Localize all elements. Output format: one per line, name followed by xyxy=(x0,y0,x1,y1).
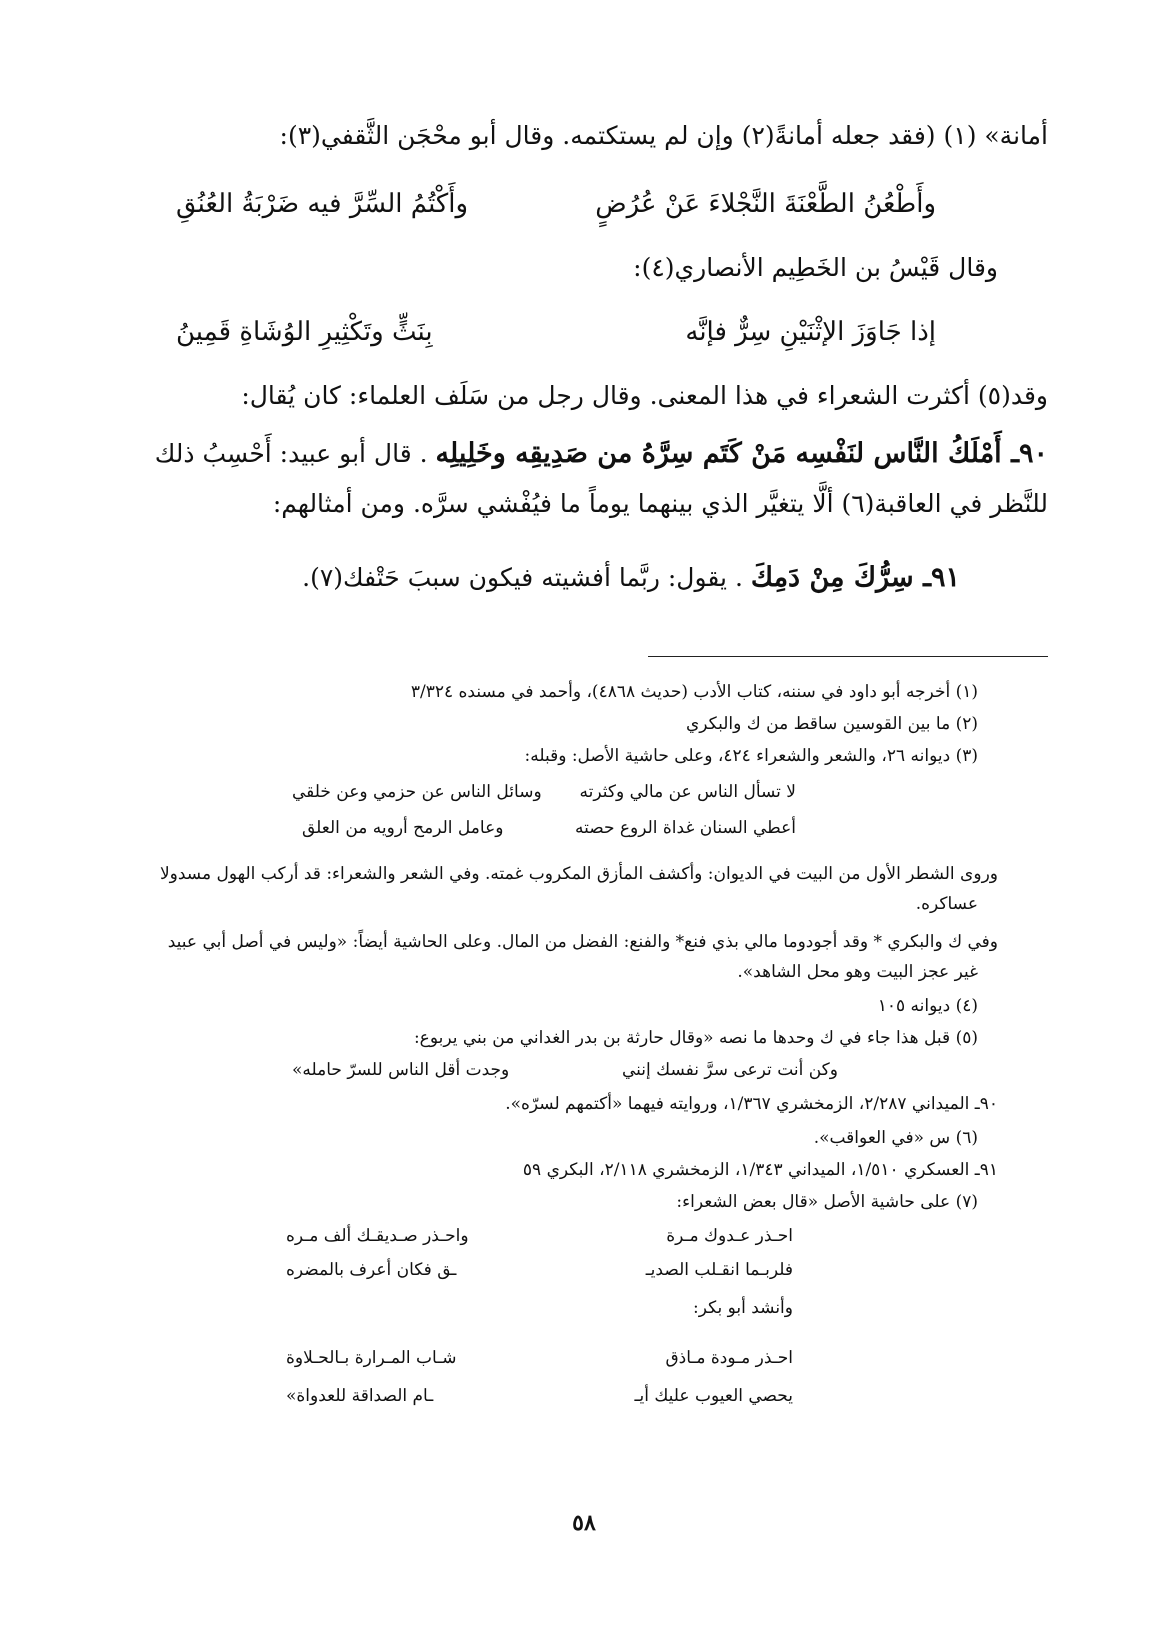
proverb-90-line xyxy=(100,436,1048,472)
footnote-1: (١) أخرجه أبو داود في سننه، كتاب الأدب (حديث ٤٨٦٨)، وأحمد في مسنده ٣/٣٢٤ xyxy=(410,682,978,702)
footnote-3-verse-1-right: لا تسأل الناس عن مالي وكثرته xyxy=(579,782,796,802)
proverb-90-commentary: . قال أبو عبيد: أَحْسِبُ ذلك xyxy=(154,439,428,468)
footnote-7-verse-4-right: يحصي العيوب عليك أيـ xyxy=(634,1386,793,1406)
proverb-91-commentary: . يقول: ربَّما أفشيته فيكون سببَ حَتْفك(٧). xyxy=(302,563,743,592)
footnote-7-note: وأنشد أبو بكر: xyxy=(692,1298,793,1318)
proverb-91-line xyxy=(100,560,960,596)
footnote-7-verse-4-left: ـام الصداقة للعدواة» xyxy=(286,1386,434,1406)
footnote-3-verse-2-right: أعطي السنان غداة الروع حصته xyxy=(574,818,796,838)
verse-1-second-hemistich: وأَكْتُمُ السِّرَّ فيه ضَرْبَةُ العُنُقِ xyxy=(176,189,469,219)
footnote-7-verse-1-right: احـذر عـدوك مـرة xyxy=(666,1226,793,1246)
footnote-5-verse-left: وجدت أقل الناس للسرّ حامله» xyxy=(292,1060,510,1080)
footnote-7-verse-3-right: احـذر مـودة مـاذق xyxy=(665,1348,793,1368)
verse-1-first-hemistich: وأَطْعُنُ الطَّعْنَةَ النَّجْلاءَ عَنْ عُرُضٍ xyxy=(595,189,936,219)
footnote-3-note-1: وروى الشطر الأول من البيت في الديوان: وأكشف المأزق المكروب غمته. وفي الشعر والشعراء: قد أركب الهول مسدولا xyxy=(159,864,998,884)
footnote-2: (٢) ما بين القوسين ساقط من ك والبكري xyxy=(686,714,978,734)
text-line-2: وقال قَيْسُ بن الخَطِيم الأنصاري(٤): xyxy=(633,253,998,282)
footnote-5: (٥) قبل هذا جاء في ك وحدها ما نصه «وقال حارثة بن بدر الغداني من بني يربوع: xyxy=(413,1028,978,1048)
footnote-7: (٧) على حاشية الأصل «قال بعض الشعراء: xyxy=(676,1192,978,1212)
footnote-separator xyxy=(648,656,1048,657)
proverb-91: ٩١ـ سِرُّكَ مِنْ دَمِكَ xyxy=(750,562,960,593)
footnote-7-verse-3-left: شـاب المـرارة بـالحـلاوة xyxy=(286,1348,457,1368)
verse-2-second-hemistich: بِنَثٍّ وتَكْثِيرِ الوُشَاةِ قَمِينُ xyxy=(176,317,433,347)
footnote-6: (٦) س «في العواقب». xyxy=(813,1128,978,1148)
text-line-1: أمانة» (١) (فقد جعله أمانةً(٢) وإن لم يستكتمه. وقال أبو محْجَن الثَّقفي(٣): xyxy=(279,121,1048,150)
text-line-3: وقد(٥) أكثرت الشعراء في هذا المعنى. وقال رجل من سَلَف العلماء: كان يُقال: xyxy=(241,381,1048,410)
footnote-3-verse-2-left: وعامل الرمح أرويه من العلق xyxy=(302,818,504,838)
footnote-3-note-1-cont: عساكره. xyxy=(915,894,978,914)
footnote-proverb-90: ٩٠ـ الميداني ٢/٢٨٧، الزمخشري ١/٣٦٧، وروايته فيهما «أكتمهم لسرّه». xyxy=(505,1094,998,1114)
text-line-4: للنَّظر في العاقبة(٦) ألَّا يتغيَّر الذي بينهما يوماً ما فيُفْشي سرَّه. ومن أمثالهم: xyxy=(272,489,1048,518)
footnote-7-verse-2-right: فلربـما انقـلب الصديـ xyxy=(645,1260,793,1280)
page-number: ٥٨ xyxy=(572,1510,596,1536)
footnote-3-note-2: وفي ك والبكري * وقد أجودوما مالي بذي فنع* والفنع: الفضل من المال. وعلى الحاشية أيضاً: «وليس في أصل أبي عبيد xyxy=(167,932,998,952)
footnote-5-verse-right: وكن أنت ترعى سرَّ نفسك إنني xyxy=(621,1060,838,1080)
footnote-3: (٣) ديوانه ٢٦، والشعر والشعراء ٤٢٤، وعلى حاشية الأصل: وقبله: xyxy=(524,746,978,766)
footnote-7-verse-2-left: ـق فكان أعرف بالمضره xyxy=(286,1260,457,1280)
footnote-4: (٤) ديوانه ١٠٥ xyxy=(877,996,978,1016)
verse-2-first-hemistich: إذا جَاوَزَ الإثْنَيْنِ سِرٌّ فإنَّه xyxy=(685,317,936,347)
footnote-3-verse-1-left: وسائل الناس عن حزمي وعن خلقي xyxy=(292,782,542,802)
footnote-7-verse-1-left: واحـذر صـديقـك ألف مـره xyxy=(286,1226,469,1246)
proverb-90: ٩٠ـ أَمْلَكُ النَّاس لنَفْسِه مَنْ كَتَم سِرَّهُ من صَدِيقِه وخَلِيلِه xyxy=(435,438,1048,469)
footnote-3-note-2-cont: غير عجز البيت وهو محل الشاهد». xyxy=(737,962,978,982)
footnote-proverb-91: ٩١ـ العسكري ١/٥١٠، الميداني ١/٣٤٣، الزمخشري ٢/١١٨، البكري ٥٩ xyxy=(522,1160,998,1180)
